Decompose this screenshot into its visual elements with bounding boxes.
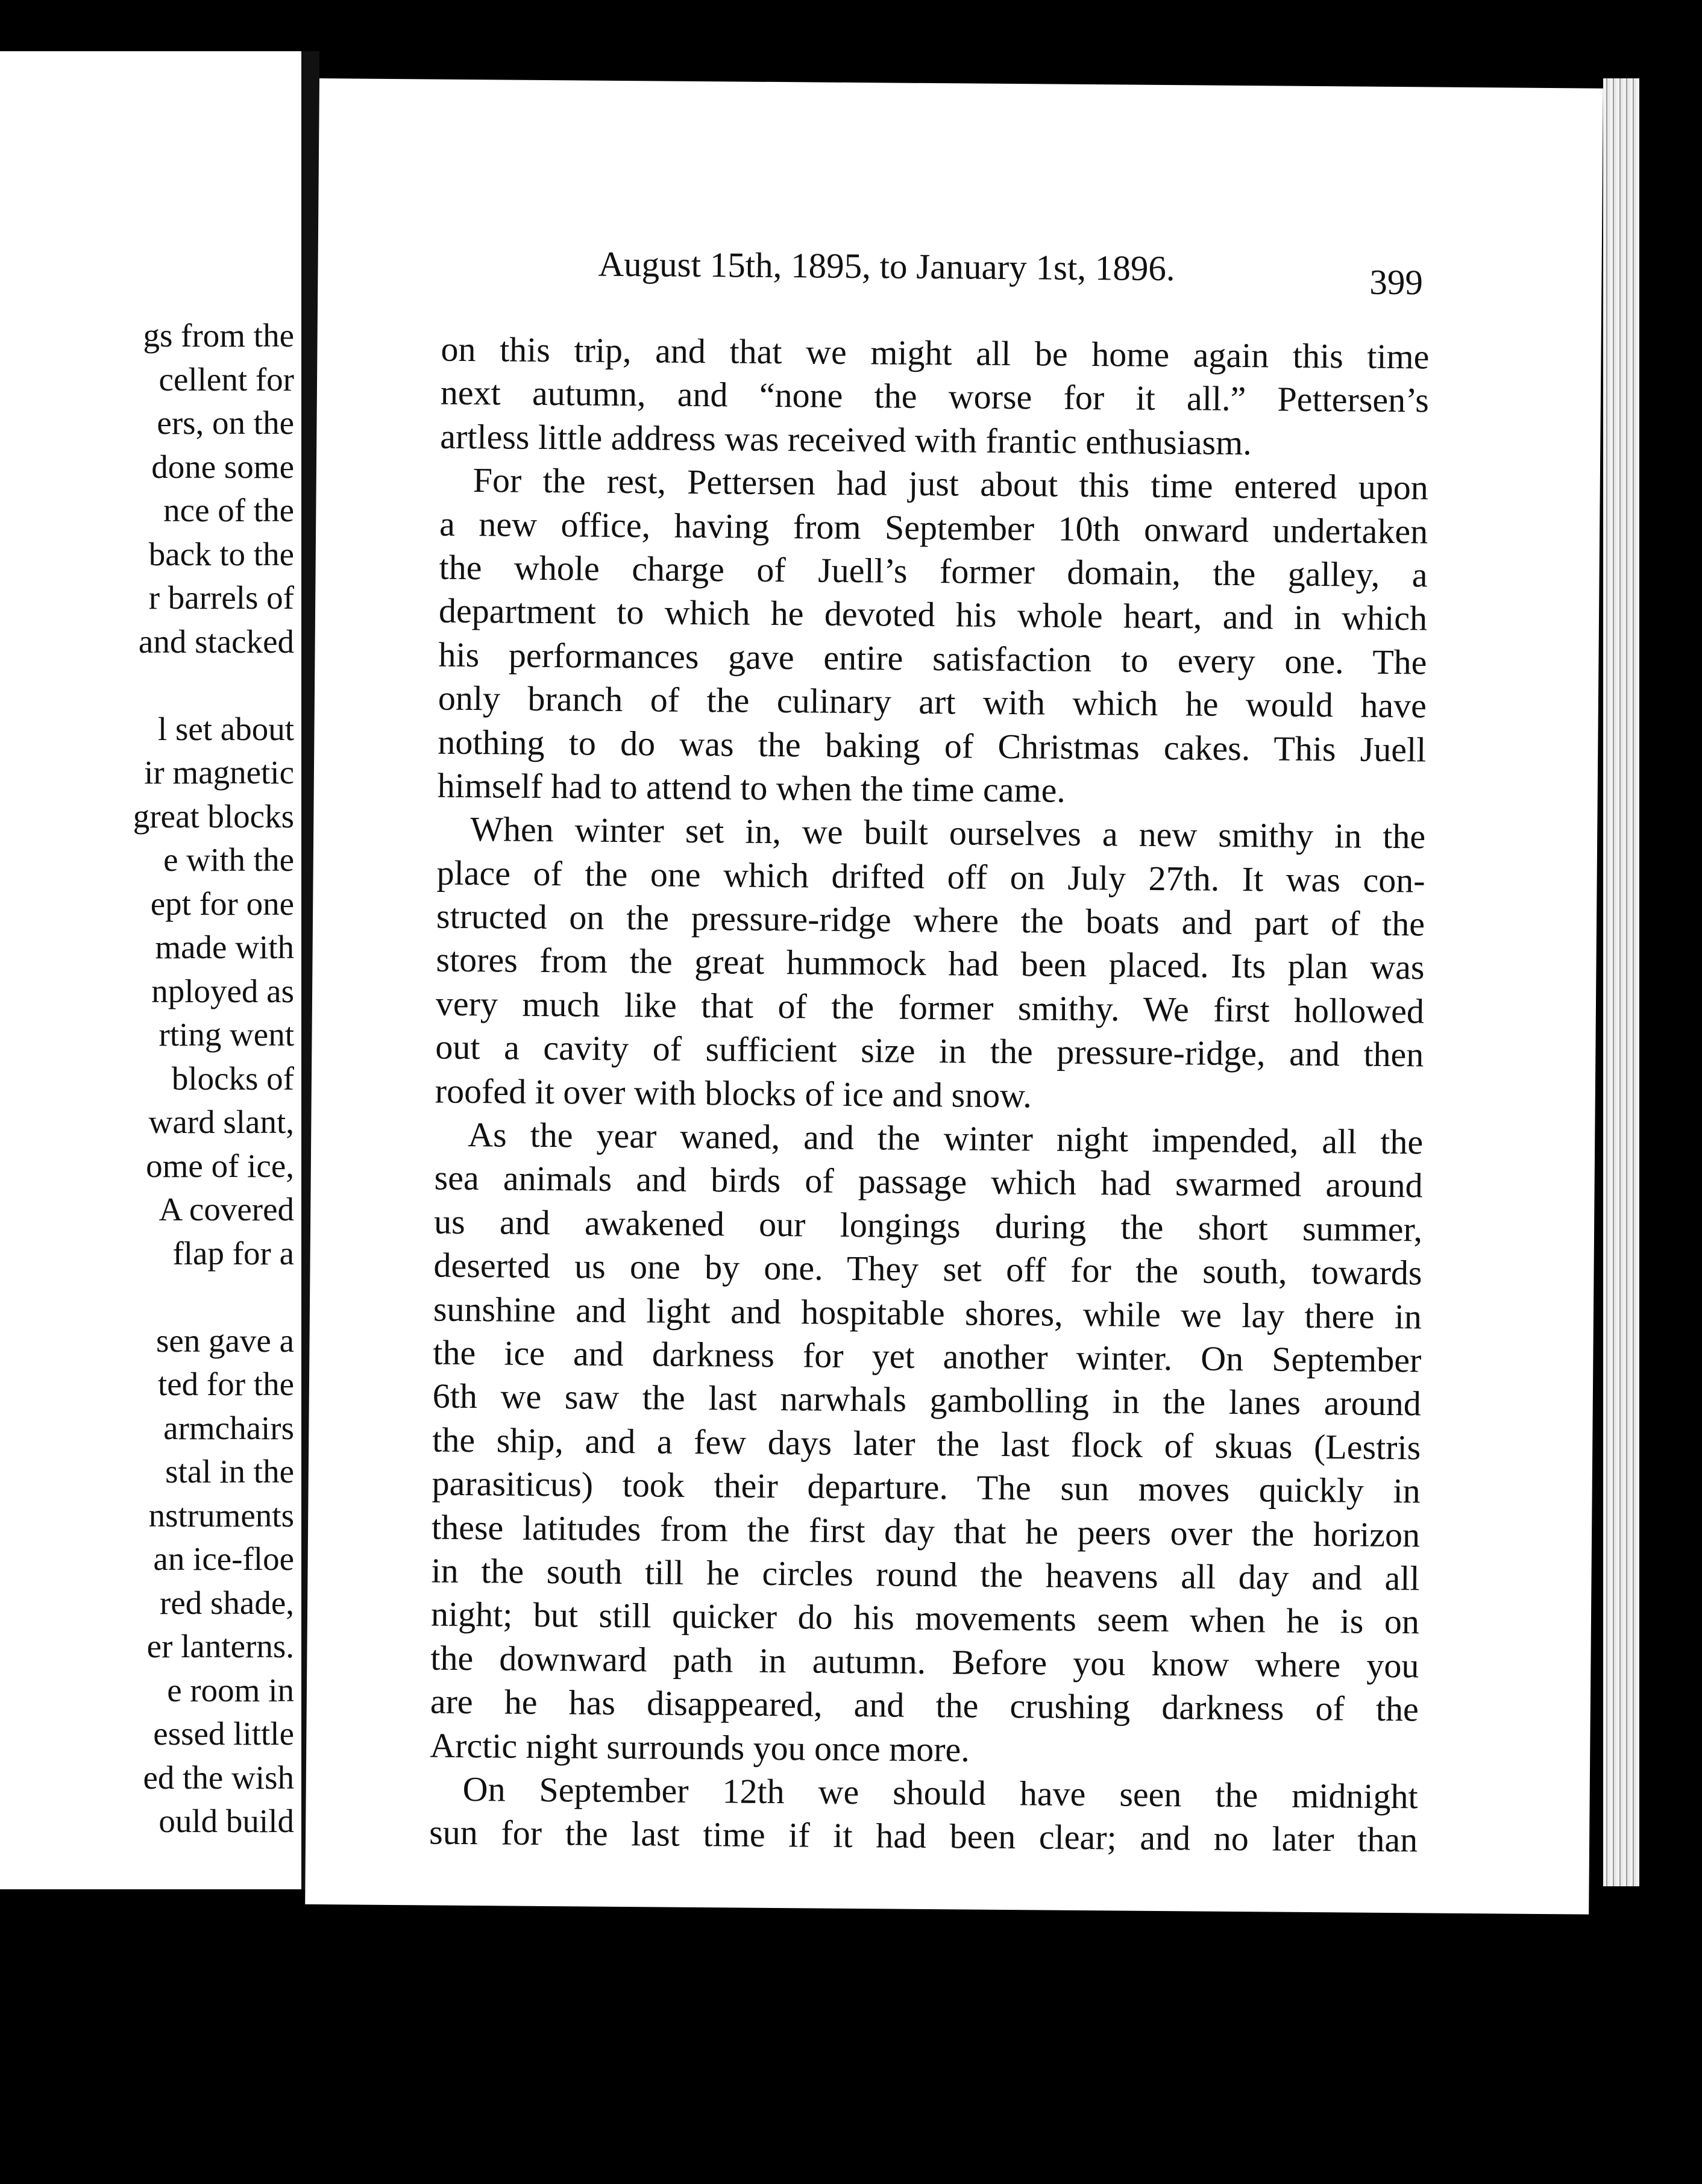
paragraph	[435, 808, 1426, 1121]
text-line: are he has disappeared, and the crushing darkness of the	[430, 1681, 1419, 1729]
text-line: When winter set in, we built ourselves a new smithy in the	[469, 809, 1426, 856]
previous-page-line: sen gave a	[155, 1322, 294, 1359]
text-line: himself had to attend to when the time came.	[437, 765, 1066, 810]
text-line: sea animals and birds of passage which had swarmed around	[434, 1158, 1423, 1205]
previous-page-line: ept for one	[150, 885, 294, 922]
running-head: August 15th, 1895, to January 1st, 1896.	[598, 243, 1175, 289]
text-line: in the south till he circles round the heavens all day and all	[431, 1551, 1420, 1598]
text-line: next autumn, and “none the worse for it all.” Pettersen’s	[440, 372, 1430, 420]
previous-page-line: e with the	[163, 841, 294, 878]
body-text	[429, 328, 1430, 1862]
previous-page-line: nstruments	[148, 1496, 294, 1534]
paragraph	[438, 459, 1428, 815]
previous-page-line: e room in	[167, 1671, 294, 1709]
previous-page-line: red shade,	[160, 1584, 294, 1621]
text-line: the ship, and a few days later the last flock of skuas (Lestris	[432, 1420, 1421, 1467]
previous-page-line: ers, on the	[157, 404, 294, 441]
previous-page-line: nce of the	[163, 492, 294, 529]
previous-page-line: gs from the	[143, 317, 294, 354]
paragraph	[429, 1767, 1418, 1862]
text-line: artless little address was received with frantic enthusiasm.	[440, 416, 1252, 462]
previous-page-line: blocks of	[171, 1059, 294, 1097]
previous-page-line: nployed as	[151, 972, 294, 1009]
paragraph	[430, 1113, 1423, 1775]
previous-page-line: ward slant,	[148, 1103, 294, 1140]
text-line: out a cavity of sufficient size in the pressure-ridge, and then	[435, 1027, 1424, 1075]
text-line: Arctic night surrounds you once more.	[430, 1725, 970, 1769]
text-line: For the rest, Pettersen had just about this time entered upon	[473, 460, 1428, 507]
previous-page-line: ould build	[159, 1803, 294, 1839]
previous-page-line: stal in the	[165, 1453, 294, 1490]
previous-page-line: made with	[155, 929, 294, 965]
previous-page-line: er lanterns.	[146, 1628, 294, 1665]
text-line: the ice and darkness for yet another winter. On September	[433, 1332, 1422, 1380]
text-line: us and awakened our longings during the short summer,	[433, 1202, 1423, 1249]
text-line: these latitudes from the first day that he peers over the horizon	[431, 1507, 1421, 1554]
text-line: nothing to do was the baking of Christmas cakes. This Juell	[438, 722, 1427, 769]
previous-page-line: A covered	[159, 1191, 294, 1228]
previous-page-line: great blocks	[133, 797, 294, 835]
previous-page-line: l set about	[157, 710, 294, 747]
previous-page-line: armchairs	[163, 1409, 294, 1446]
previous-page-fragment	[0, 51, 301, 1889]
text-line: On September 12th we should have seen the midnight	[462, 1769, 1418, 1816]
previous-page-line: ome of ice,	[146, 1147, 294, 1184]
previous-page-line: back to the	[148, 535, 294, 573]
text-line: As the year waned, and the winter night impended, all the	[467, 1115, 1424, 1162]
previous-page-line: ted for the	[157, 1366, 294, 1402]
book-page	[305, 78, 1603, 1915]
text-line: a new office, having from September 10th onward undertaken	[439, 504, 1428, 551]
page-stack-edge	[1603, 78, 1639, 1886]
text-line: his performances gave entire satisfaction to every one. The	[438, 635, 1427, 682]
previous-page-line: ir magnetic	[144, 754, 294, 791]
text-line: sunshine and light and hospitable shores, while we lay there in	[433, 1289, 1422, 1337]
text-line: very much like that of the former smithy. We first hollowed	[435, 984, 1425, 1031]
text-line: roofed it over with blocks of ice and snow.	[435, 1071, 1032, 1115]
text-line: deserted us one by one. They set off for the south, towards	[433, 1245, 1422, 1293]
text-line: on this trip, and that we might all be home again this time	[441, 329, 1430, 377]
previous-page-line: ed the wish	[143, 1759, 294, 1796]
text-line: place of the one which drifted off on July 27th. It was con-	[436, 853, 1425, 900]
previous-page-line: done some	[151, 448, 294, 485]
previous-page-line: an ice-floe	[153, 1540, 294, 1577]
text-line: 6th we saw the last narwhals gambolling in the lanes around	[432, 1376, 1422, 1423]
text-line: night; but still quicker do his movements seem when he is on	[430, 1594, 1420, 1642]
previous-page-line: r barrels of	[148, 579, 294, 616]
text-line: sun for the last time if it had been clear; and no later than	[429, 1812, 1418, 1860]
text-line: structed on the pressure-ridge where the boats and part of the	[436, 896, 1425, 944]
previous-page-line: rting went	[159, 1016, 294, 1053]
previous-page-line: flap for a	[172, 1234, 294, 1272]
text-line: the downward path in autumn. Before you know where you	[430, 1638, 1419, 1686]
previous-page-line: and stacked	[138, 623, 294, 660]
page-number: 399	[1369, 262, 1424, 303]
text-line: the whole charge of Juell’s former domain, the galley, a	[439, 547, 1428, 595]
text-line: department to which he devoted his whole heart, and in which	[438, 591, 1428, 638]
text-line: parasiticus) took their departure. The sun moves quickly in	[432, 1463, 1421, 1511]
text-line: stores from the great hummock had been placed. Its plan was	[436, 940, 1425, 987]
paragraph	[440, 328, 1430, 466]
text-line: only branch of the culinary art with which he would have	[438, 678, 1427, 726]
previous-page-line: cellent for	[159, 360, 294, 398]
previous-page-line: essed little	[153, 1715, 294, 1752]
